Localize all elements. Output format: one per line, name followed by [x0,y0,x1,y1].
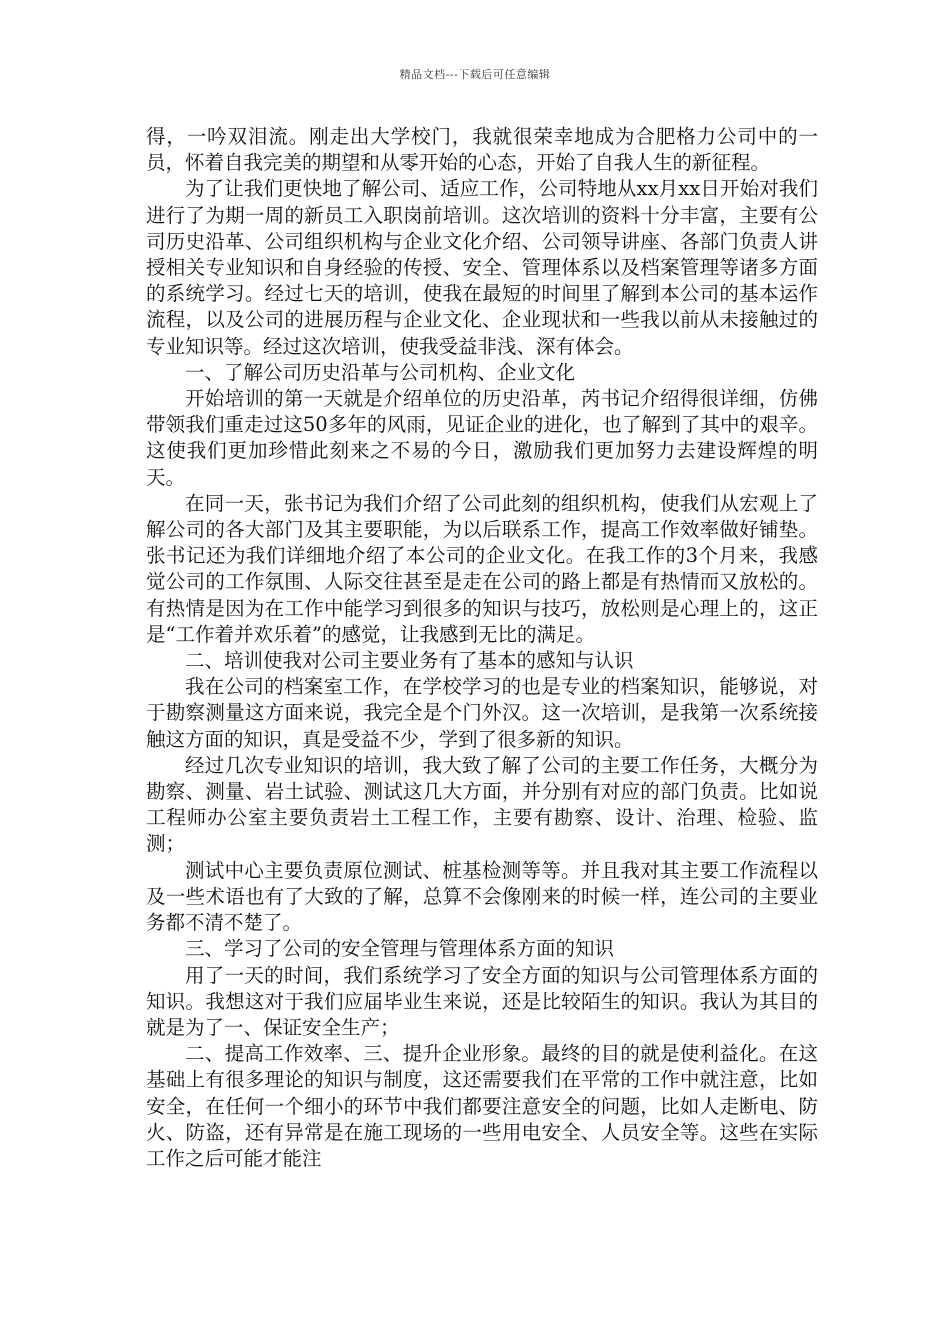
page-header: 精品文档---下载后可任意编辑 [399,68,551,81]
section-heading: 一、了解公司历史沿革与公司机构、企业文化 [185,360,576,384]
paragraph: 测试中心主要负责原位测试、桩基检测等等。并且我对其主要工作流程以及一些术语也有了大致的了解，总算不会像刚来的时候一样，连公司的主要业务都不清不楚了。 [146,858,818,935]
paragraph: 二、提高工作效率、三、提升企业形象。最终的目的就是使利益化。在这基础上有很多理论的知识与制度，这还需要我们在平常的工作中就注意，比如安全，在任何一个细小的环节中我们都要注意安全的问题，比如人走断电、防火、防盗，还有异常是在施工现场的一些用电安全、人员安全等。这些在实际工作之后可能才能注 [146,1042,818,1170]
paragraph: 用了一天的时间，我们系统学习了安全方面的知识与公司管理体系方面的知识。我想这对于我们应届毕业生来说，还是比较陌生的知识。我认为其目的就是为了一、保证安全生产； [146,963,818,1039]
paragraph: 得，一吟双泪流。刚走出大学校门，我就很荣幸地成为合肥格力公司中的一员，怀着自我完美的期望和从零开始的心态，开始了自我人生的新征程。 [146,125,818,175]
paragraph: 我在公司的档案室工作，在学校学习的也是专业的档案知识，能够说，对于勘察测量这方面来说，我完全是个门外汉。这一次培训，是我第一次系统接触这方面的知识，真是受益不少，学到了很多新的知识。 [146,675,818,751]
section-heading: 三、学习了公司的安全管理与管理体系方面的知识 [185,937,615,961]
paragraph: 经过几次专业知识的培训，我大致了解了公司的主要工作任务，大概分为勘察、测量、岩土试验、测试这几大方面，并分别有对应的部门负责。比如说工程师办公室主要负责岩土工程工作，主要有勘察、设计、治理、检验、监测； [146,753,818,856]
document-body [146,124,818,1172]
paragraph: 在同一天，张书记为我们介绍了公司此刻的组织机构，使我们从宏观上了解公司的各大部门及其主要职能，为以后联系工作，提高工作效率做好铺垫。张书记还为我们详细地介绍了本公司的企业文化。在我工作的3个月来，我感觉公司的工作氛围、人际交往甚至是走在公司的路上都是有热情而又放松的。有热情是因为在工作中能学习到很多的知识与技巧，放松则是心理上的，这正是“工作着并欢乐着”的感觉，让我感到无比的满足。 [146,491,818,646]
paragraph: 开始培训的第一天就是介绍单位的历史沿革，芮书记介绍得很详细，仿佛带领我们重走过这50多年的风雨，见证企业的进化，也了解到了其中的艰辛。这使我们更加珍惜此刻来之不易的今日，激励我们更加努力去建设辉煌的明天。 [146,387,818,489]
paragraph: 为了让我们更快地了解公司、适应工作，公司特地从xx月xx日开始对我们进行了为期一周的新员工入职岗前培训。这次培训的资料十分丰富，主要有公司历史沿革、公司组织机构与企业文化介绍、公司领导讲座、各部门负责人讲授相关专业知识和自身经验的传授、安全、管理体系以及档案管理等诸多方面的系统学习。经过七天的培训，使我在最短的时间里了解到本公司的基本运作流程，以及公司的进展历程与企业文化、企业现状和一些我以前从未接触过的专业知识等。经过这次培训，使我受益非浅、深有体会。 [146,177,818,358]
section-heading: 二、培训使我对公司主要业务有了基本的感知与认识 [185,649,634,673]
